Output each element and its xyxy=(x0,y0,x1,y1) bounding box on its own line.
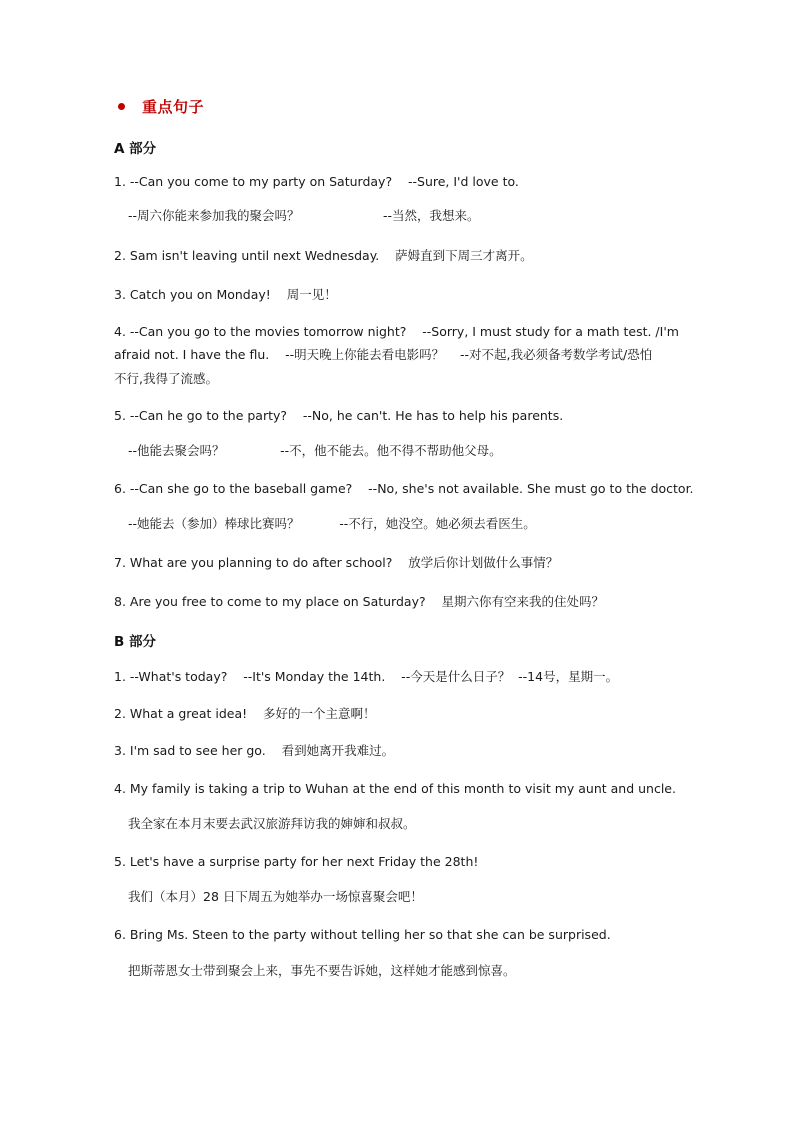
a-sentence-4-line-3: 不行,我得了流感。 xyxy=(114,371,218,386)
b-sentence-6-zh: 把斯蒂恩女士带到聚会上来，事先不要告诉她，这样她才能感到惊喜。 xyxy=(128,963,516,978)
a-sentence-3: 3. Catch you on Monday! 周一见！ xyxy=(114,287,337,302)
a-sentence-4-line-2: afraid not. I have the flu. --明天晚上你能去看电影吗？ --对不起,我必须备考数学考试/恐怕 xyxy=(114,347,653,362)
b-sentence-1: 1. --What's today? --It's Monday the 14th. --今天是什么日子？ --14号，星期一。 xyxy=(114,669,619,684)
a-sentence-7: 7. What are you planning to do after school? 放学后你计划做什么事情？ xyxy=(114,555,559,570)
heading-text: 重点句子 xyxy=(142,97,205,116)
a-sentence-5-en: 5. --Can he go to the party? --No, he can't. He has to help his parents. xyxy=(114,408,564,423)
b-sentence-5-zh: 我们（本月）28 日下周五为她举办一场惊喜聚会吧！ xyxy=(128,889,423,904)
a-sentence-6-en: 6. --Can she go to the baseball game? --No, she's not available. She must go to the doctor. xyxy=(114,481,694,496)
section-b-label: B 部分 xyxy=(114,634,156,650)
section-heading xyxy=(118,94,204,118)
b-sentence-4-en: 4. My family is taking a trip to Wuhan at the end of this month to visit my aunt and uncle. xyxy=(114,781,676,796)
b-sentence-5-en: 5. Let's have a surprise party for her next Friday the 28th! xyxy=(114,854,479,869)
section-a-label: A 部分 xyxy=(114,141,157,157)
a-sentence-1-zh: --周六你能来参加我的聚会吗？ --当然，我想来。 xyxy=(128,208,480,223)
b-sentence-4-zh: 我全家在本月末要去武汉旅游拜访我的婶婶和叔叔。 xyxy=(128,816,416,831)
a-sentence-6-zh: --她能去（参加）棒球比赛吗？ --不行，她没空。她必须去看医生。 xyxy=(128,516,536,531)
bullet-icon xyxy=(118,103,125,110)
b-sentence-2: 2. What a great idea! 多好的一个主意啊！ xyxy=(114,706,376,721)
a-sentence-8: 8. Are you free to come to my place on Saturday? 星期六你有空来我的住处吗？ xyxy=(114,594,604,609)
a-sentence-1-en: 1. --Can you come to my party on Saturday? --Sure, I'd love to. xyxy=(114,174,519,189)
b-sentence-6-en: 6. Bring Ms. Steen to the party without telling her so that she can be surprised. xyxy=(114,927,611,942)
b-sentence-3: 3. I'm sad to see her go. 看到她离开我难过。 xyxy=(114,743,395,758)
a-sentence-2: 2. Sam isn't leaving until next Wednesday. 萨姆直到下周三才离开。 xyxy=(114,248,533,263)
a-sentence-5-zh: --他能去聚会吗？ --不，他不能去。他不得不帮助他父母。 xyxy=(128,443,502,458)
a-sentence-4-line-1: 4. --Can you go to the movies tomorrow night? --Sorry, I must study for a math test. /I'm xyxy=(114,324,679,339)
